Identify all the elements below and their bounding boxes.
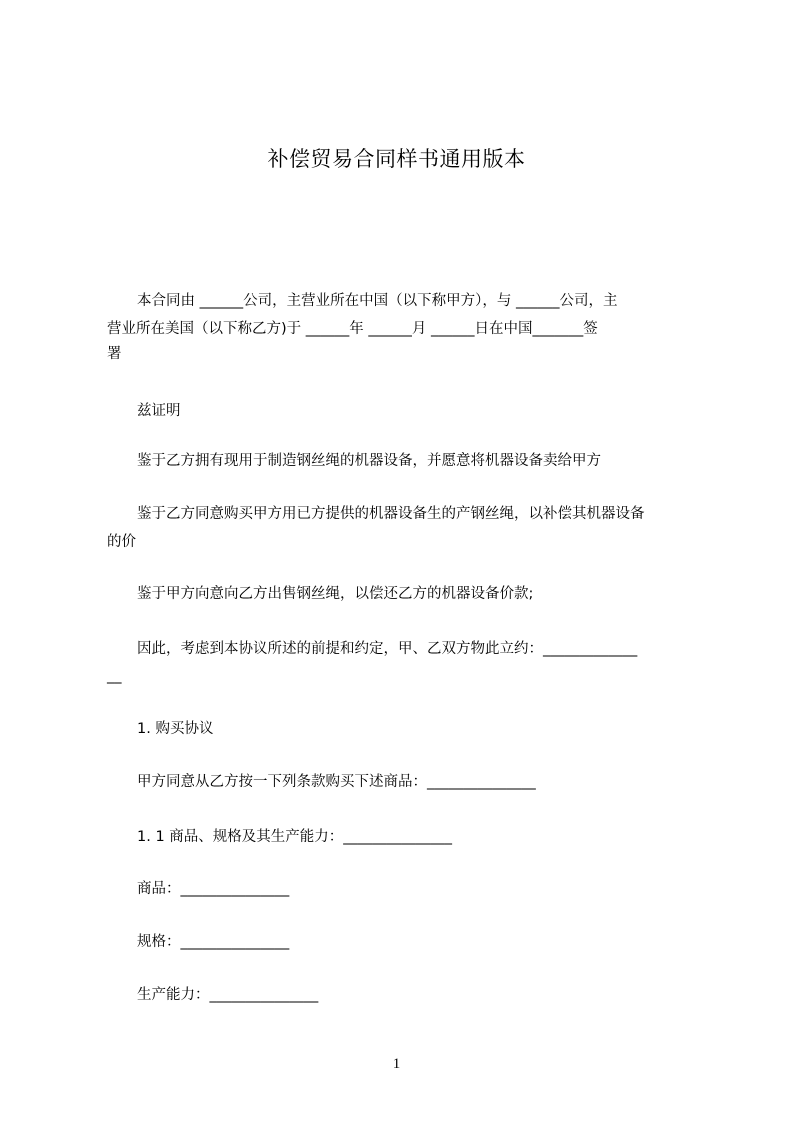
- specification-field: 规格：_______________: [137, 934, 290, 950]
- capacity-field: 生产能力：_______________: [137, 987, 319, 1003]
- intro-line-3: 署: [107, 346, 122, 362]
- section-1-text: 甲方同意从乙方按一下列条款购买下述商品：_______________: [137, 774, 536, 790]
- page-number: 1: [392, 1056, 401, 1072]
- intro-line-1: 本合同由 ______公司，主营业所在中国（以下称甲方），与 ______公司，主: [137, 293, 618, 309]
- recital-3: 鉴于甲方向意向乙方出售钢丝绳，以偿还乙方的机器设备价款;: [137, 586, 534, 602]
- document-title: 补偿贸易合同样书通用版本: [267, 147, 526, 171]
- section-1-1-text: 1. 1 商品、规格及其生产能力：_______________: [137, 829, 453, 845]
- agreement-line-1: 因此，考虑到本协议所述的前提和约定，甲、乙双方物此立约：_____________: [137, 641, 638, 657]
- agreement-line-2: __: [107, 668, 122, 684]
- recital-2-line-2: 的价: [107, 534, 136, 550]
- recital-1: 鉴于乙方拥有现用于制造钢丝绳的机器设备，并愿意将机器设备卖给甲方: [137, 453, 601, 469]
- recital-2-line-1: 鉴于乙方同意购买甲方用已方提供的机器设备生的产钢丝绳，以补偿其机器设备: [137, 506, 645, 522]
- witness-text: 兹证明: [137, 403, 181, 419]
- commodity-field: 商品：_______________: [137, 881, 290, 897]
- intro-line-2: 营业所在美国（以下称乙方)于 ______年 ______月 ______日在中国_______签: [107, 321, 598, 337]
- section-1-heading: 1. 购买协议: [137, 721, 214, 737]
